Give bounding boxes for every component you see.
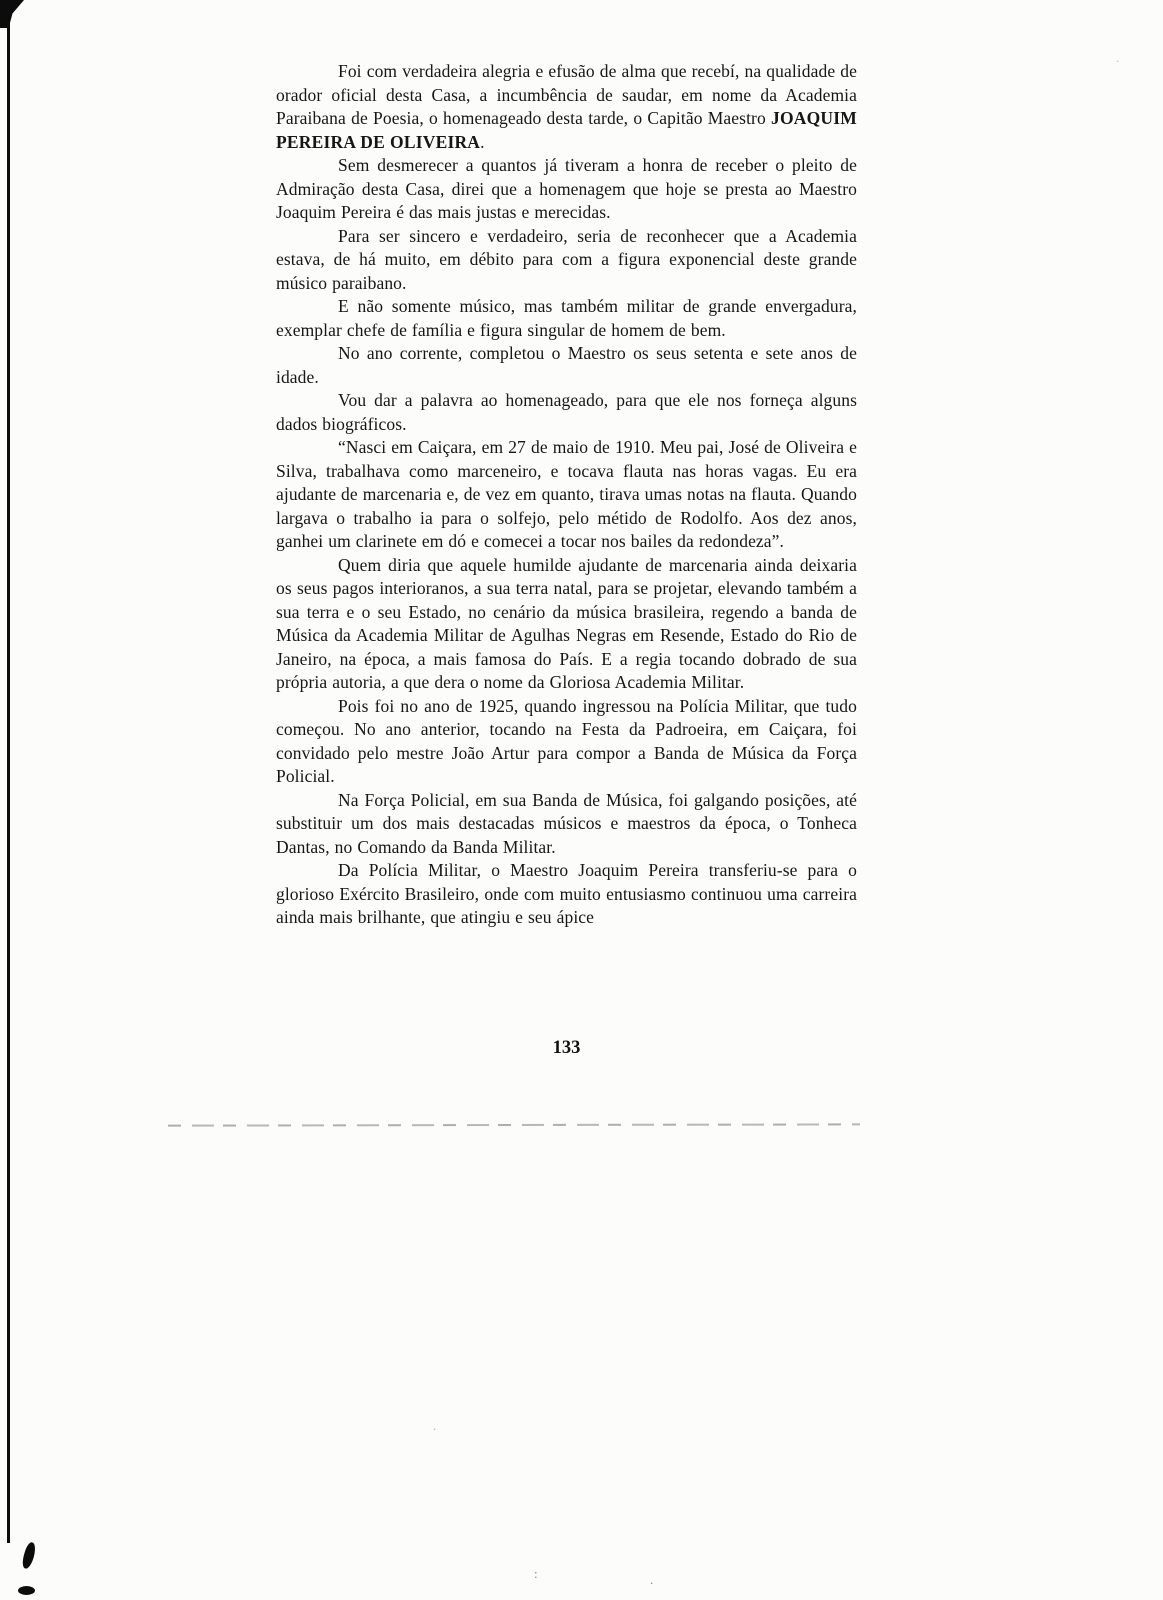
page-text-block [276, 60, 857, 930]
scan-speckle: : [534, 1566, 538, 1581]
paragraph-2: Sem desmerecer a quantos já tiveram a honra de receber o pleito de Admiração desta Casa, direi que a homenagem que hoje se presta ao Maestro Joaquim Pereira é das mais justas e merecidas. [276, 155, 857, 222]
paragraph-9: Pois foi no ano de 1925, quando ingressou na Polícia Militar, que tudo começou. No ano anterior, tocando na Festa da Padroeira, em Caiçara, foi convidado pelo mestre João Artur para compor a Banda de Música da Força Policial. [276, 695, 857, 786]
paragraph-6: Vou dar a palavra ao homenageado, para que ele nos forneça alguns dados biográficos. [276, 390, 857, 434]
paragraph-1-text-after: . [480, 131, 485, 152]
page-number: 133 [552, 1038, 581, 1058]
paragraph-4: E não somente músico, mas também militar de grande envergadura, exemplar chefe de família e figura singular de homem de bem. [276, 296, 857, 340]
paragraph-3: Para ser sincero e verdadeiro, seria de reconhecer que a Academia estava, de há muito, em débito para com a figura exponencial deste grande músico paraibano. [276, 225, 857, 293]
paragraph-1 [276, 60, 857, 154]
paragraph-7: “Nasci em Caiçara, em 27 de maio de 1910. Meu pai, José de Oliveira e Silva, trabalhava como marceneiro, e tocava flauta nas horas vagas. Eu era ajudante de marcenaria e, de vez em quanto, tirava umas notas na flauta. Quando largava o trabalho ia para o solfejo, pelo métido de Rodolfo. Aos dez anos, ganhei um clarinete em dó e comecei a tocar nos bailes da redondeza”. [276, 437, 857, 551]
paragraph-5: No ano corrente, completou o Maestro os seus setenta e sete anos de idade. [276, 343, 857, 387]
paragraph-10: Na Força Policial, em sua Banda de Música, foi galgando posições, até substituir um dos mais destacadas músicos e maestros da época, o Tonheca Dantas, no Comando da Banda Militar. [276, 789, 857, 857]
scan-speckle: . [1116, 50, 1120, 65]
scan-edge-line [7, 0, 10, 1543]
paragraph-1-text-before: Foi com verdadeira alegria e efusão de alma que recebí, na qualidade de orador oficial desta Casa, a incumbência de saudar, em nome da Academia Paraibana de Poesia, o homenageado desta tarde, o Capitão Maestro [276, 61, 857, 128]
scan-corner-mark-top [0, 0, 24, 28]
scan-speckle: . [650, 1572, 654, 1587]
honoree-name-bold: JOAQUIM PEREIRA DE OLIVEIRA [276, 108, 857, 152]
paragraph-11: Da Polícia Militar, o Maestro Joaquim Pereira transferiu-se para o glorioso Exército Brasileiro, onde com muito entusiasmo continuou uma carreira ainda mais brilhante, que atingiu e seu ápice [276, 860, 857, 927]
scan-mark-bottom-edge [18, 1586, 35, 1595]
scan-mark-bottom [20, 1541, 37, 1570]
scan-speckle: . [433, 1418, 437, 1433]
scan-fold-line [168, 1123, 860, 1126]
paragraph-8: Quem diria que aquele humilde ajudante de marcenaria ainda deixaria os seus pagos interioranos, a sua terra natal, para se projetar, elevando também a sua terra e o seu Estado, no cenário da música brasileira, regendo a banda de Música da Academia Militar de Agulhas Negras em Resende, Estado do Rio de Janeiro, na época, a mais famosa do País. E a regia tocando dobrado de sua própria autoria, a que dera o nome da Gloriosa Academia Militar. [276, 554, 857, 692]
